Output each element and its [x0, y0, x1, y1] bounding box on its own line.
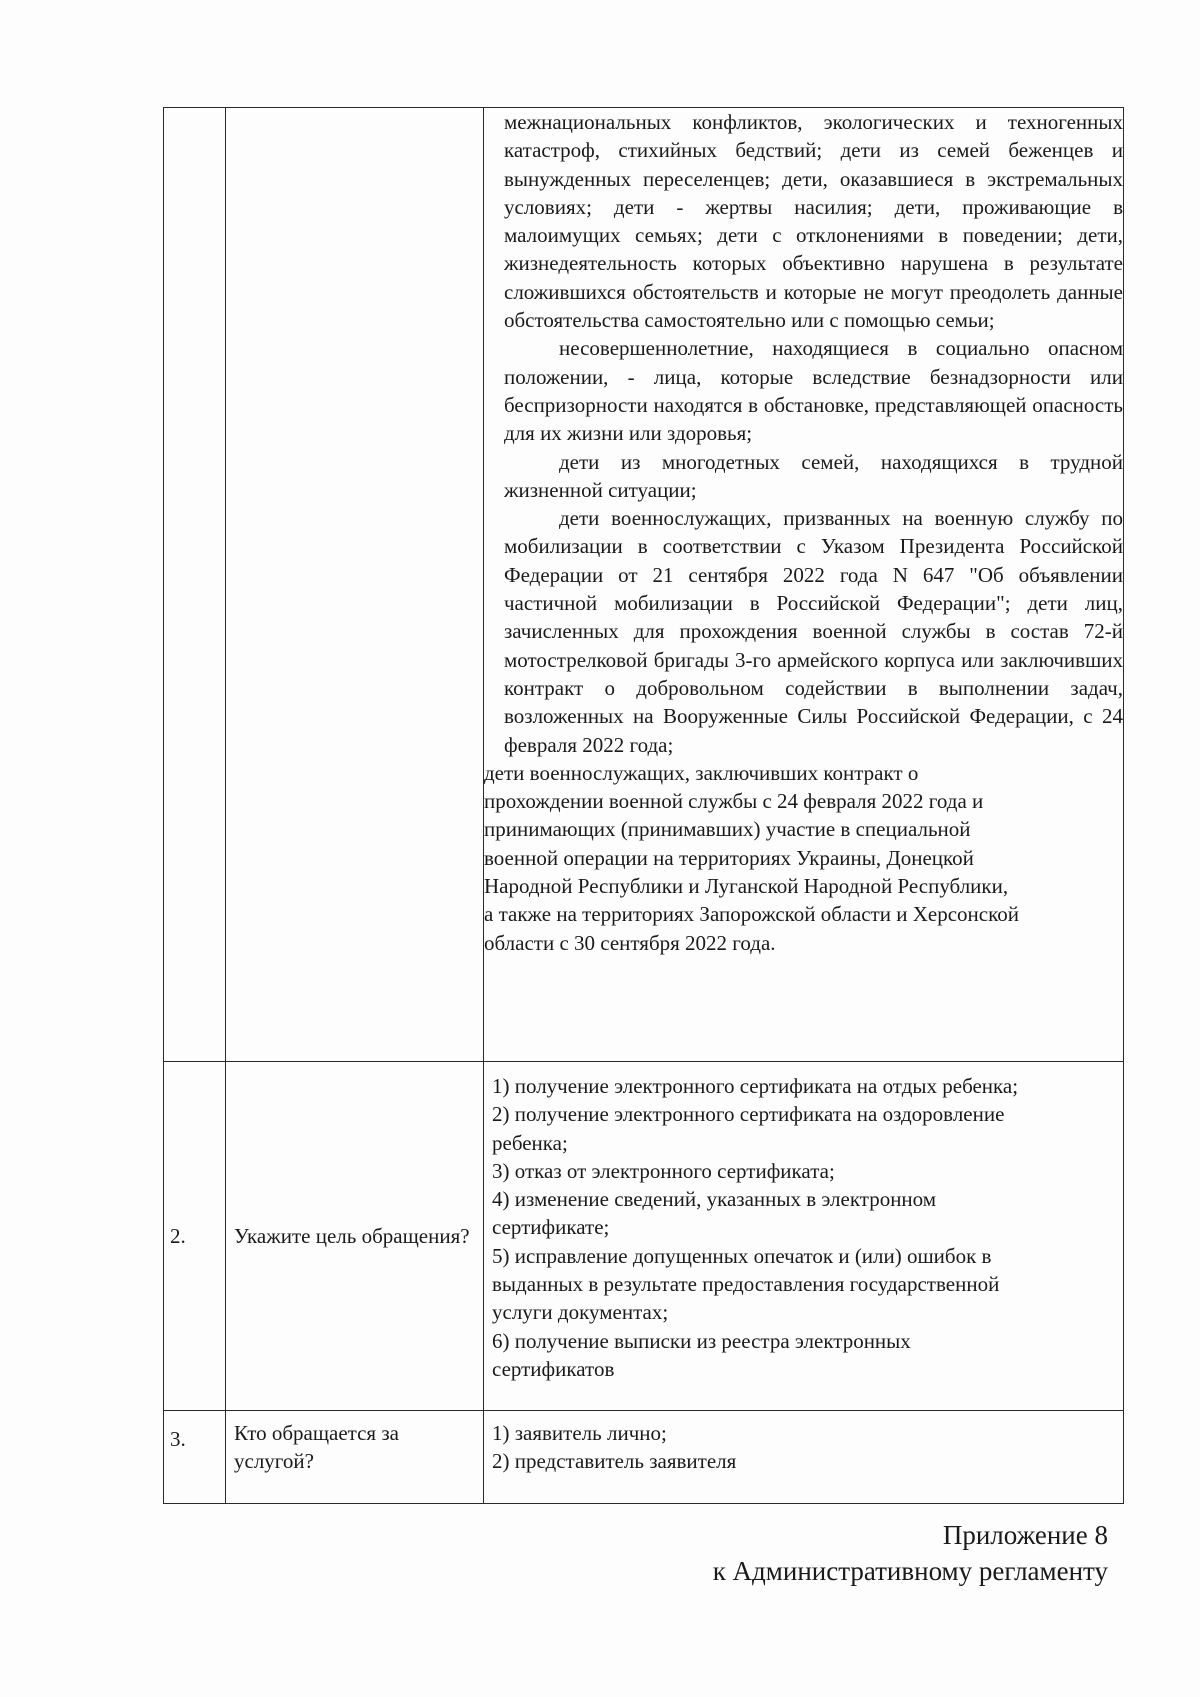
answer-option: 3) отказ от электронного сертификата; [492, 1158, 835, 1183]
answer-line: а также на территориях Запорожской области и Херсонской [484, 902, 1019, 927]
answer-option: услуги документах; [492, 1300, 669, 1325]
row-number-cell [164, 108, 226, 1062]
answer-option: сертификатов [492, 1356, 615, 1381]
answer-paragraph: дети военнослужащих, призванных на военную службу по мобилизации в соответствии с Указом Президента Российской Федерации от 21 сентября 2022 года N 647 "Об объявлении частичной мобилизации в Российской Федерации"; дети лиц, зачисленных для прохождения военной службы в состав 72-й мотострелковой бригады 3-го армейского корпуса или заключивших контракт о добровольном содействии в выполнении задач, возложенных на Вооруженные Силы Российской Федерации, с 24 февраля 2022 года; [504, 506, 1123, 757]
question-cell [226, 108, 484, 1062]
question-line: услугой? [234, 1449, 314, 1474]
answer-option: 4) изменение сведений, указанных в электронном [492, 1187, 937, 1212]
question-cell [226, 1411, 484, 1504]
question-line: Кто обращается за [234, 1421, 399, 1445]
answer-paragraph: межнациональных конфликтов, экологических и техногенных катастроф, стихийных бедствий; дети из семей беженцев и вынужденных переселенцев; дети, оказавшиеся в экстремальных условиях; дети - жертвы насилия; дети, проживающие в малоимущих семьях; дети с отклонениями в поведении; дети, жизнедеятельность которых объективно нарушена в результате сложившихся обстоятельств и которые не могут преодолеть данные обстоятельства самостоятельно или с помощью семьи; [504, 110, 1123, 333]
appendix-title: Приложение 8 [942, 1520, 1108, 1550]
answer-line: военной операции на территориях Украины, Донецкой [484, 845, 974, 870]
answer-option: 2) получение электронного сертификата на оздоровление [492, 1102, 1005, 1127]
answer-line: Народной Республики и Луганской Народной Республики, [484, 874, 1009, 899]
answer-plain-block [484, 759, 1123, 957]
answer-line: принимающих (принимавших) участие в специальной [484, 817, 971, 842]
table-row [164, 1411, 1124, 1504]
answer-line: области с 30 сентября 2022 года. [484, 930, 776, 955]
answer-cell [484, 1411, 1124, 1504]
answer-option: 6) получение выписки из реестра электронных [492, 1328, 911, 1353]
questionnaire-table [163, 107, 1124, 1504]
answer-line: дети военнослужащих, заключивших контракт о [484, 760, 919, 785]
table-row [164, 1062, 1124, 1411]
answer-paragraph: несовершеннолетние, находящиеся в социально опасном положении, - лица, которые вследствие безнадзорности или беспризорности находятся в обстановке, представляющей опасность для их жизни или здоровья; [504, 336, 1123, 446]
answer-option: 2) представитель заявителя [492, 1449, 737, 1474]
answer-option: 5) исправление допущенных опечаток и (или) ошибок в [492, 1243, 992, 1268]
answer-option: 1) заявитель лично; [492, 1421, 667, 1445]
appendix-heading [713, 1517, 1108, 1589]
answer-cell [484, 108, 1124, 1062]
appendix-subtitle: к Административному регламенту [712, 1556, 1108, 1586]
answer-line: прохождении военной службы с 24 февраля 2022 года и [484, 789, 984, 814]
answer-cell [484, 1062, 1124, 1411]
answer-indented-block [484, 108, 1123, 759]
answer-paragraph: дети из многодетных семей, находящихся в трудной жизненной ситуации; [504, 449, 1123, 502]
question-cell: Укажите цель обращения? [226, 1062, 484, 1411]
answer-option: ребенка; [492, 1130, 568, 1155]
answer-option: выданных в результате предоставления государственной [492, 1272, 1000, 1297]
answer-option: 1) получение электронного сертификата на отдых ребенка; [492, 1074, 1019, 1098]
row-number-cell: 2. [164, 1062, 226, 1411]
table-row [164, 108, 1124, 1062]
row-number-cell: 3. [164, 1411, 226, 1504]
answer-option: сертификате; [492, 1215, 610, 1240]
